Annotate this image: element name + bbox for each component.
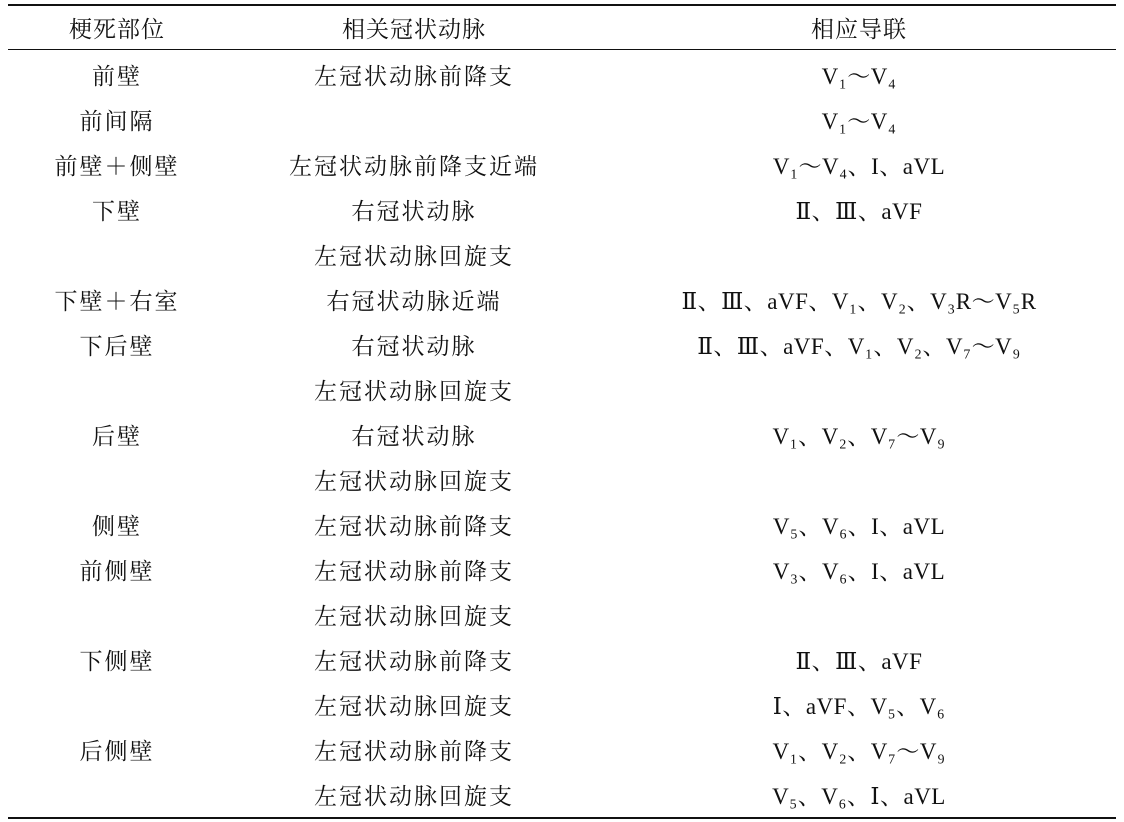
infarct-site-cell: 下后壁 [79, 334, 155, 360]
table-header [8, 5, 1116, 50]
artery-cell: 左冠状动脉回旋支 [314, 784, 514, 810]
artery-cell: 左冠状动脉回旋支 [314, 694, 514, 720]
table-row [8, 772, 1116, 818]
infarct-site-cell: 前壁＋侧壁 [54, 154, 180, 180]
header-corresponding-leads: 相应导联 [811, 17, 907, 43]
artery-cell: 左冠状动脉前降支 [314, 514, 514, 540]
artery-cell: 左冠状动脉回旋支 [314, 244, 514, 270]
artery-cell: 右冠状动脉 [351, 199, 477, 225]
artery-cell: 左冠状动脉前降支 [314, 649, 514, 675]
table-row [8, 277, 1116, 322]
infarct-site-cell [8, 592, 226, 637]
leads-cell: Ⅰ、aVF、V₅、V₆ [772, 694, 946, 719]
table-row [8, 457, 1116, 502]
infarct-site-cell: 下壁＋右室 [54, 289, 180, 315]
table-row [8, 502, 1116, 547]
artery-cell: 左冠状动脉回旋支 [314, 469, 514, 495]
header-related-artery: 相关冠状动脉 [342, 17, 486, 43]
leads-cell: Ⅱ、Ⅲ、aVF [795, 199, 923, 224]
artery-cell: 左冠状动脉前降支 [314, 64, 514, 90]
header-row [8, 5, 1116, 50]
infarction-lead-table [8, 4, 1116, 819]
leads-cell [602, 232, 1116, 277]
infarct-site-cell [8, 457, 226, 502]
table-row [8, 412, 1116, 457]
artery-cell: 右冠状动脉 [351, 424, 477, 450]
artery-cell: 右冠状动脉近端 [326, 289, 502, 315]
table-row [8, 97, 1116, 142]
leads-cell: V₅、V₆、Ⅰ、aVL [772, 784, 946, 809]
table-row [8, 637, 1116, 682]
leads-cell: Ⅱ、Ⅲ、aVF [795, 649, 923, 674]
header-infarct-site: 梗死部位 [69, 17, 165, 43]
leads-cell: Ⅱ、Ⅲ、aVF、V₁、V₂、V₃R～V₅R [681, 289, 1037, 314]
infarct-site-cell [8, 232, 226, 277]
table-row [8, 682, 1116, 727]
table-body [8, 50, 1116, 819]
infarct-site-cell [8, 367, 226, 412]
infarct-site-cell [8, 682, 226, 727]
artery-cell: 右冠状动脉 [351, 334, 477, 360]
leads-cell: V₁～V₄ [821, 109, 897, 134]
artery-cell: 左冠状动脉前降支 [314, 559, 514, 585]
leads-cell [602, 592, 1116, 637]
infarct-site-cell: 下侧壁 [79, 649, 155, 675]
infarct-site-cell: 侧壁 [92, 514, 142, 540]
artery-cell: 左冠状动脉回旋支 [314, 379, 514, 405]
leads-cell [602, 367, 1116, 412]
table-row [8, 322, 1116, 367]
leads-cell: V₅、V₆、I、aVL [772, 514, 946, 539]
infarct-site-cell: 前壁 [92, 64, 142, 90]
table-row [8, 547, 1116, 592]
table-row [8, 50, 1116, 98]
artery-cell: 左冠状动脉回旋支 [314, 604, 514, 630]
infarct-site-cell: 后壁 [92, 424, 142, 450]
infarct-site-cell: 前间隔 [79, 109, 155, 135]
leads-cell: V₃、V₆、I、aVL [772, 559, 946, 584]
artery-cell: 左冠状动脉前降支近端 [289, 154, 539, 180]
leads-cell: V₁、V₂、V₇～V₉ [772, 739, 946, 764]
leads-cell: V₁、V₂、V₇～V₉ [772, 424, 946, 449]
infarct-site-cell: 后侧壁 [79, 739, 155, 765]
table-row [8, 142, 1116, 187]
artery-cell [226, 97, 602, 142]
table-row [8, 592, 1116, 637]
leads-cell: V₁～V₄、I、aVL [772, 154, 946, 179]
infarct-site-cell [8, 772, 226, 818]
leads-cell [602, 457, 1116, 502]
table-row [8, 232, 1116, 277]
infarction-lead-table-container [8, 4, 1116, 819]
table-row [8, 187, 1116, 232]
table-row [8, 727, 1116, 772]
infarct-site-cell: 前侧壁 [79, 559, 155, 585]
leads-cell: V₁～V₄ [821, 64, 897, 89]
leads-cell: Ⅱ、Ⅲ、aVF、V₁、V₂、V₇～V₉ [697, 334, 1021, 359]
table-row [8, 367, 1116, 412]
artery-cell: 左冠状动脉前降支 [314, 739, 514, 765]
infarct-site-cell: 下壁 [92, 199, 142, 225]
